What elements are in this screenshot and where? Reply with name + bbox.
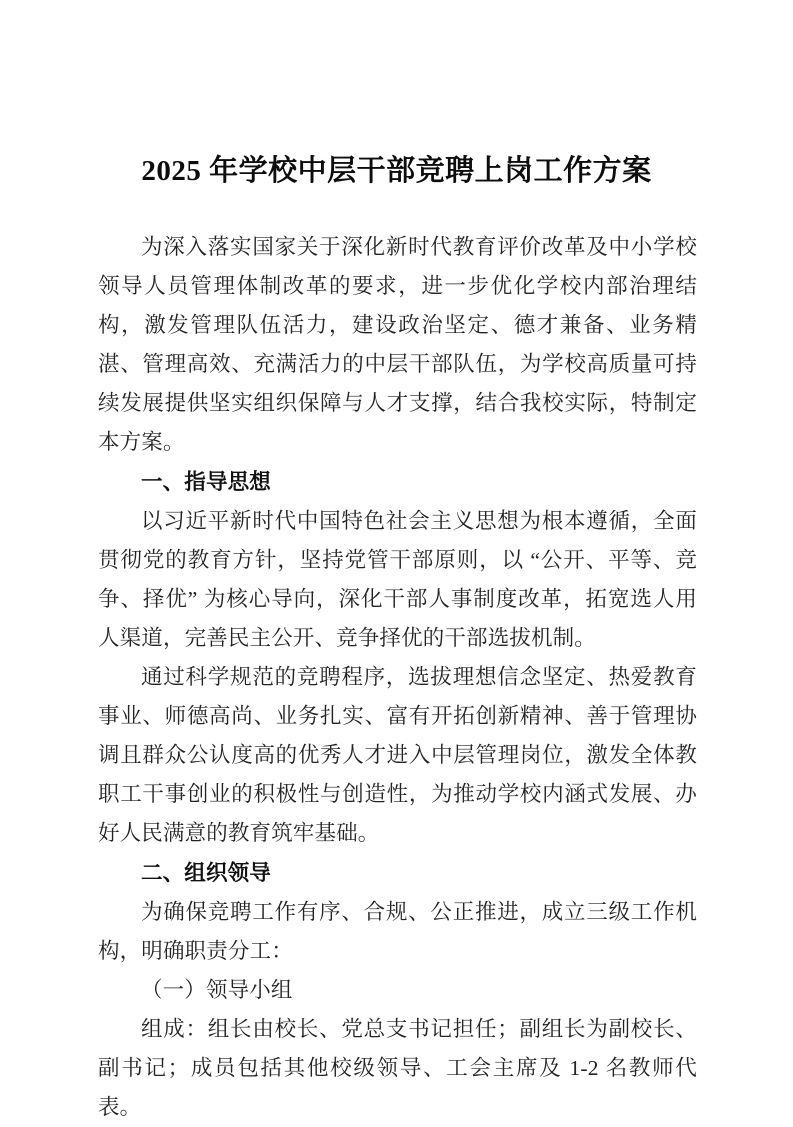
leading-group-composition-paragraph: 组成：组长由校长、党总支书记担任；副组长为副校长、副书记；成员包括其他校级领导、工会主席及 1-2 名教师代表。 bbox=[98, 1016, 697, 1120]
page-title: 2025 年学校中层干部竞聘上岗工作方案 bbox=[141, 155, 652, 187]
guiding-ideology-paragraph-1: 以习近平新时代中国特色社会主义思想为根本遵循，全面贯彻党的教育方针，坚持党管干部原则，以 “公开、平等、竞争、择优” 为核心导向，深化干部人事制度改革，拓宽选人用人渠道，完善民主公开、竞争择优的干部选拔机制。 bbox=[98, 508, 697, 650]
section-heading-1: 一、指导思想 bbox=[141, 469, 271, 494]
organization-leadership-paragraph: 为确保竞聘工作有序、合规、公正推进，成立三级工作机构，明确职责分工： bbox=[98, 899, 697, 963]
section-heading-2: 二、组织领导 bbox=[141, 860, 271, 885]
document-body bbox=[98, 228, 697, 1127]
intro-paragraph: 为深入落实国家关于深化新时代教育评价改革及中小学校领导人员管理体制改革的要求，进一步优化学校内部治理结构，激发管理队伍活力，建设政治坚定、德才兼备、业务精湛、管理高效、充满活力的中层干部队伍，为学校高质量可持续发展提供坚实组织保障与人才支撑，结合我校实际，特制定本方案。 bbox=[98, 235, 697, 455]
guiding-ideology-paragraph-2: 通过科学规范的竞聘程序，选拔理想信念坚定、热爱教育事业、师德高尚、业务扎实、富有开拓创新精神、善于管理协调且群众公认度高的优秀人才进入中层管理岗位，激发全体教职工干事创业的积极性与创造性，为推动学校内涵式发展、办好人民满意的教育筑牢基础。 bbox=[98, 665, 697, 846]
subsection-heading-1: （一）领导小组 bbox=[141, 977, 293, 1002]
